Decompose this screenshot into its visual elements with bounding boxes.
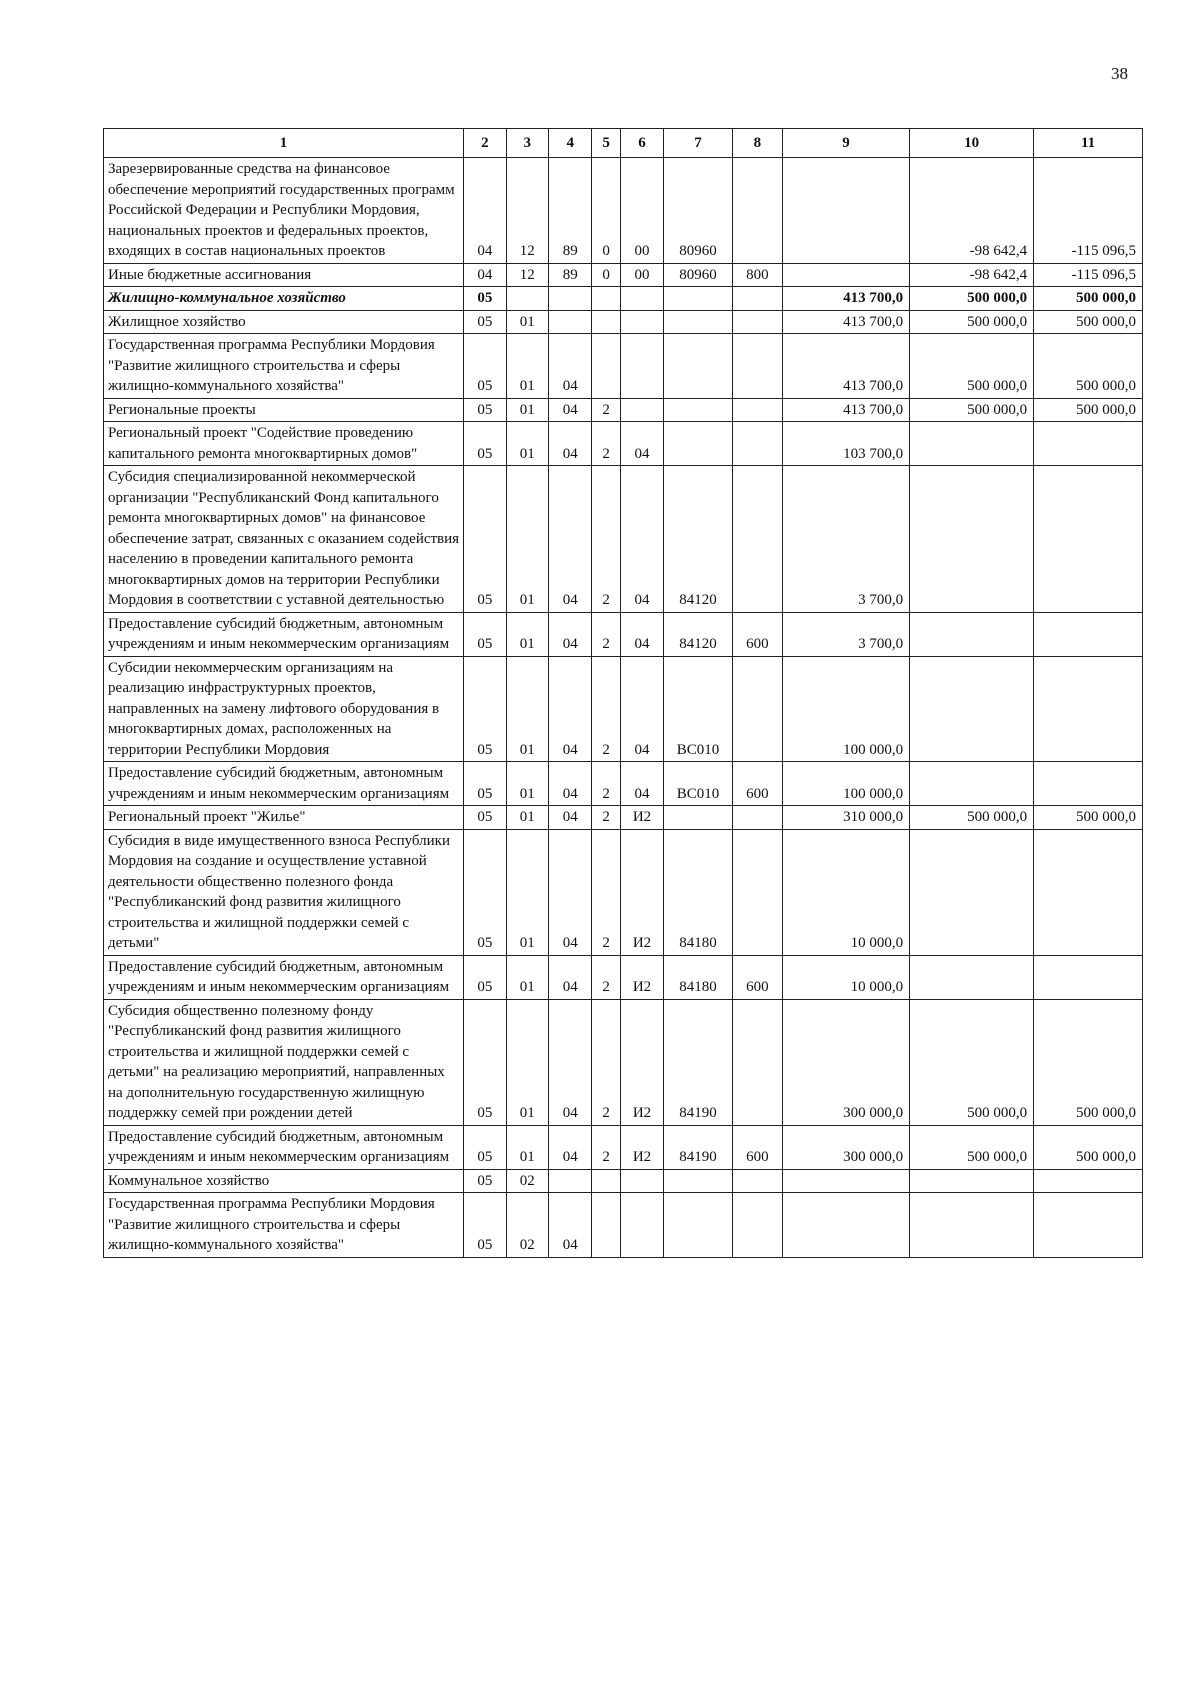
- subsection-code-cell: 02: [506, 1193, 548, 1258]
- project-code-cell: 00: [620, 158, 664, 264]
- header-cell: 11: [1034, 129, 1143, 158]
- section-code-cell: 05: [464, 334, 506, 399]
- section-code-cell: 05: [464, 612, 506, 656]
- section-code-cell: 05: [464, 762, 506, 806]
- type-code-cell: [592, 1193, 620, 1258]
- expense-type-cell: [732, 334, 782, 399]
- expense-type-cell: [732, 158, 782, 264]
- program-code-cell: 04: [548, 656, 592, 762]
- amount-col9-cell: 300 000,0: [782, 1125, 909, 1169]
- project-code-cell: [620, 287, 664, 311]
- subsection-code-cell: 01: [506, 955, 548, 999]
- project-code-cell: 04: [620, 612, 664, 656]
- header-cell: 7: [664, 129, 733, 158]
- type-code-cell: [592, 287, 620, 311]
- amount-col11-cell: 500 000,0: [1034, 1125, 1143, 1169]
- amount-col11-cell: 500 000,0: [1034, 999, 1143, 1125]
- section-code-cell: 05: [464, 422, 506, 466]
- subsection-code-cell: 01: [506, 334, 548, 399]
- amount-col11-cell: 500 000,0: [1034, 334, 1143, 399]
- amount-col10-cell: 500 000,0: [910, 398, 1034, 422]
- program-code-cell: 04: [548, 422, 592, 466]
- row-name-cell: Предоставление субсидий бюджетным, автономным учреждениям и иным некоммерческим организациям: [104, 612, 464, 656]
- expense-type-cell: [732, 1169, 782, 1193]
- header-cell: 8: [732, 129, 782, 158]
- subsection-code-cell: 01: [506, 398, 548, 422]
- amount-col10-cell: [910, 612, 1034, 656]
- table-row: [104, 1169, 1143, 1193]
- row-name-cell: Государственная программа Республики Мордовия "Развитие жилищного строительства и сферы жилищно-коммунального хозяйства": [104, 1193, 464, 1258]
- amount-col10-cell: [910, 466, 1034, 613]
- type-code-cell: 2: [592, 762, 620, 806]
- amount-col10-cell: 500 000,0: [910, 334, 1034, 399]
- direction-code-cell: [664, 287, 733, 311]
- expense-type-cell: [732, 422, 782, 466]
- amount-col10-cell: [910, 1169, 1034, 1193]
- table-row: [104, 955, 1143, 999]
- header-cell: 4: [548, 129, 592, 158]
- amount-col10-cell: [910, 829, 1034, 955]
- project-code-cell: 04: [620, 466, 664, 613]
- table-row: [104, 334, 1143, 399]
- table-row: [104, 422, 1143, 466]
- amount-col10-cell: 500 000,0: [910, 806, 1034, 830]
- project-code-cell: [620, 398, 664, 422]
- row-name-cell: Субсидия в виде имущественного взноса Республики Мордовия на создание и осуществление уставной деятельности общественно полезного фонда "Республиканский фонд развития жилищного строительства и жилищной поддержки семей с детьми": [104, 829, 464, 955]
- project-code-cell: И2: [620, 999, 664, 1125]
- row-name-cell: Предоставление субсидий бюджетным, автономным учреждениям и иным некоммерческим организациям: [104, 762, 464, 806]
- subsection-code-cell: 01: [506, 612, 548, 656]
- subsection-code-cell: 12: [506, 158, 548, 264]
- program-code-cell: 04: [548, 806, 592, 830]
- table-row: [104, 1193, 1143, 1258]
- section-code-cell: 05: [464, 955, 506, 999]
- direction-code-cell: 84120: [664, 612, 733, 656]
- project-code-cell: И2: [620, 955, 664, 999]
- type-code-cell: 2: [592, 955, 620, 999]
- amount-col10-cell: [910, 656, 1034, 762]
- amount-col9-cell: 300 000,0: [782, 999, 909, 1125]
- subsection-code-cell: 12: [506, 263, 548, 287]
- expense-type-cell: 600: [732, 762, 782, 806]
- section-code-cell: 05: [464, 999, 506, 1125]
- type-code-cell: 2: [592, 422, 620, 466]
- direction-code-cell: 84120: [664, 466, 733, 613]
- program-code-cell: 04: [548, 1125, 592, 1169]
- amount-col10-cell: 500 000,0: [910, 310, 1034, 334]
- amount-col10-cell: -98 642,4: [910, 263, 1034, 287]
- row-name-cell: Региональный проект "Жилье": [104, 806, 464, 830]
- subsection-code-cell: 01: [506, 310, 548, 334]
- amount-col9-cell: 103 700,0: [782, 422, 909, 466]
- section-code-cell: 05: [464, 1169, 506, 1193]
- project-code-cell: 04: [620, 656, 664, 762]
- program-code-cell: 89: [548, 263, 592, 287]
- type-code-cell: 0: [592, 263, 620, 287]
- project-code-cell: 04: [620, 422, 664, 466]
- amount-col11-cell: 500 000,0: [1034, 398, 1143, 422]
- amount-col11-cell: [1034, 466, 1143, 613]
- project-code-cell: И2: [620, 829, 664, 955]
- amount-col11-cell: 500 000,0: [1034, 806, 1143, 830]
- amount-col10-cell: [910, 1193, 1034, 1258]
- amount-col10-cell: [910, 422, 1034, 466]
- amount-col9-cell: 413 700,0: [782, 398, 909, 422]
- program-code-cell: 04: [548, 999, 592, 1125]
- amount-col10-cell: -98 642,4: [910, 158, 1034, 264]
- expense-type-cell: 600: [732, 955, 782, 999]
- expense-type-cell: [732, 398, 782, 422]
- amount-col9-cell: 413 700,0: [782, 287, 909, 311]
- direction-code-cell: [664, 1193, 733, 1258]
- row-name-cell: Жилищно-коммунальное хозяйство: [104, 287, 464, 311]
- type-code-cell: 2: [592, 398, 620, 422]
- amount-col9-cell: 310 000,0: [782, 806, 909, 830]
- program-code-cell: [548, 1169, 592, 1193]
- section-code-cell: 05: [464, 829, 506, 955]
- amount-col11-cell: [1034, 1193, 1143, 1258]
- program-code-cell: [548, 287, 592, 311]
- row-name-cell: Субсидия общественно полезному фонду "Республиканский фонд развития жилищного строительства и жилищной поддержки семей с детьми" на реализацию мероприятий, направленных на дополнительную государственную жилищную поддержку семей при рождении детей: [104, 999, 464, 1125]
- type-code-cell: 2: [592, 656, 620, 762]
- amount-col10-cell: 500 000,0: [910, 1125, 1034, 1169]
- expense-type-cell: [732, 656, 782, 762]
- header-cell: 1: [104, 129, 464, 158]
- subsection-code-cell: 01: [506, 466, 548, 613]
- type-code-cell: [592, 1169, 620, 1193]
- subsection-code-cell: 01: [506, 1125, 548, 1169]
- amount-col9-cell: 413 700,0: [782, 310, 909, 334]
- direction-code-cell: 84180: [664, 955, 733, 999]
- amount-col9-cell: 100 000,0: [782, 762, 909, 806]
- row-name-cell: Иные бюджетные ассигнования: [104, 263, 464, 287]
- program-code-cell: 04: [548, 398, 592, 422]
- direction-code-cell: 84180: [664, 829, 733, 955]
- amount-col11-cell: -115 096,5: [1034, 158, 1143, 264]
- table-row: [104, 806, 1143, 830]
- type-code-cell: 2: [592, 999, 620, 1125]
- section-code-cell: 05: [464, 806, 506, 830]
- subsection-code-cell: 01: [506, 829, 548, 955]
- expense-type-cell: [732, 829, 782, 955]
- amount-col9-cell: 3 700,0: [782, 612, 909, 656]
- amount-col9-cell: 413 700,0: [782, 334, 909, 399]
- project-code-cell: [620, 1169, 664, 1193]
- row-name-cell: Зарезервированные средства на финансовое обеспечение мероприятий государственных программ Российской Федерации и Республики Мордовия, национальных проектов и федеральных проектов, входящих в состав национальных проектов: [104, 158, 464, 264]
- amount-col11-cell: [1034, 762, 1143, 806]
- header-cell: 6: [620, 129, 664, 158]
- section-code-cell: 05: [464, 398, 506, 422]
- section-code-cell: 05: [464, 656, 506, 762]
- type-code-cell: 2: [592, 806, 620, 830]
- amount-col9-cell: [782, 1193, 909, 1258]
- expense-type-cell: 800: [732, 263, 782, 287]
- section-code-cell: 04: [464, 263, 506, 287]
- amount-col10-cell: [910, 955, 1034, 999]
- table-row: [104, 829, 1143, 955]
- amount-col11-cell: -115 096,5: [1034, 263, 1143, 287]
- table-row: [104, 158, 1143, 264]
- expense-type-cell: [732, 310, 782, 334]
- type-code-cell: 0: [592, 158, 620, 264]
- amount-col9-cell: [782, 1169, 909, 1193]
- project-code-cell: И2: [620, 806, 664, 830]
- project-code-cell: И2: [620, 1125, 664, 1169]
- type-code-cell: 2: [592, 1125, 620, 1169]
- direction-code-cell: 84190: [664, 999, 733, 1125]
- section-code-cell: 05: [464, 1193, 506, 1258]
- project-code-cell: 04: [620, 762, 664, 806]
- amount-col9-cell: [782, 158, 909, 264]
- expense-type-cell: 600: [732, 1125, 782, 1169]
- row-name-cell: Субсидия специализированной некоммерческой организации "Республиканский Фонд капитального ремонта многоквартирных домов" на финансовое обеспечение затрат, связанных с оказанием содействия населению в проведении капитального ремонта многоквартирных домов на территории Республики Мордовия в соответствии с уставной деятельностью: [104, 466, 464, 613]
- amount-col9-cell: [782, 263, 909, 287]
- table-row: [104, 398, 1143, 422]
- amount-col9-cell: 100 000,0: [782, 656, 909, 762]
- direction-code-cell: 84190: [664, 1125, 733, 1169]
- section-code-cell: 05: [464, 310, 506, 334]
- type-code-cell: 2: [592, 829, 620, 955]
- table-row: [104, 999, 1143, 1125]
- expense-type-cell: [732, 287, 782, 311]
- table-row: [104, 612, 1143, 656]
- direction-code-cell: ВС010: [664, 656, 733, 762]
- header-cell: 3: [506, 129, 548, 158]
- subsection-code-cell: 01: [506, 422, 548, 466]
- header-cell: 10: [910, 129, 1034, 158]
- program-code-cell: 04: [548, 612, 592, 656]
- row-name-cell: Коммунальное хозяйство: [104, 1169, 464, 1193]
- section-code-cell: 05: [464, 1125, 506, 1169]
- direction-code-cell: [664, 806, 733, 830]
- program-code-cell: 04: [548, 1193, 592, 1258]
- amount-col11-cell: 500 000,0: [1034, 287, 1143, 311]
- subsection-code-cell: 01: [506, 656, 548, 762]
- amount-col9-cell: 10 000,0: [782, 955, 909, 999]
- header-cell: 9: [782, 129, 909, 158]
- page-number: 38: [1111, 64, 1128, 83]
- project-code-cell: [620, 334, 664, 399]
- type-code-cell: 2: [592, 612, 620, 656]
- row-name-cell: Предоставление субсидий бюджетным, автономным учреждениям и иным некоммерческим организациям: [104, 955, 464, 999]
- table-row: [104, 1125, 1143, 1169]
- expense-type-cell: [732, 1193, 782, 1258]
- project-code-cell: [620, 1193, 664, 1258]
- row-name-cell: Жилищное хозяйство: [104, 310, 464, 334]
- subsection-code-cell: 01: [506, 999, 548, 1125]
- table-row: [104, 310, 1143, 334]
- expense-type-cell: [732, 999, 782, 1125]
- amount-col11-cell: 500 000,0: [1034, 310, 1143, 334]
- row-name-cell: Региональный проект "Содействие проведению капитального ремонта многоквартирных домов": [104, 422, 464, 466]
- program-code-cell: 04: [548, 466, 592, 613]
- direction-code-cell: ВС010: [664, 762, 733, 806]
- section-code-cell: 05: [464, 466, 506, 613]
- project-code-cell: [620, 310, 664, 334]
- table-body: [104, 158, 1143, 1258]
- amount-col9-cell: 3 700,0: [782, 466, 909, 613]
- amount-col11-cell: [1034, 422, 1143, 466]
- row-name-cell: Предоставление субсидий бюджетным, автономным учреждениям и иным некоммерческим организациям: [104, 1125, 464, 1169]
- amount-col11-cell: [1034, 612, 1143, 656]
- row-name-cell: Субсидии некоммерческим организациям на реализацию инфраструктурных проектов, направленных на замену лифтового оборудования в многоквартирных домах, расположенных на территории Республики Мордовия: [104, 656, 464, 762]
- type-code-cell: 2: [592, 466, 620, 613]
- amount-col11-cell: [1034, 1169, 1143, 1193]
- table-row: [104, 287, 1143, 311]
- table-row: [104, 263, 1143, 287]
- expense-type-cell: [732, 806, 782, 830]
- subsection-code-cell: 01: [506, 806, 548, 830]
- direction-code-cell: [664, 310, 733, 334]
- direction-code-cell: [664, 1169, 733, 1193]
- direction-code-cell: [664, 422, 733, 466]
- project-code-cell: 00: [620, 263, 664, 287]
- direction-code-cell: 80960: [664, 158, 733, 264]
- header-cell: 2: [464, 129, 506, 158]
- program-code-cell: 89: [548, 158, 592, 264]
- budget-table: [103, 128, 1143, 1258]
- expense-type-cell: 600: [732, 612, 782, 656]
- direction-code-cell: 80960: [664, 263, 733, 287]
- row-name-cell: Государственная программа Республики Мордовия "Развитие жилищного строительства и сферы жилищно-коммунального хозяйства": [104, 334, 464, 399]
- subsection-code-cell: 02: [506, 1169, 548, 1193]
- amount-col9-cell: 10 000,0: [782, 829, 909, 955]
- direction-code-cell: [664, 398, 733, 422]
- program-code-cell: 04: [548, 762, 592, 806]
- program-code-cell: 04: [548, 334, 592, 399]
- amount-col10-cell: 500 000,0: [910, 287, 1034, 311]
- table-row: [104, 762, 1143, 806]
- type-code-cell: [592, 334, 620, 399]
- amount-col10-cell: 500 000,0: [910, 999, 1034, 1125]
- expense-type-cell: [732, 466, 782, 613]
- amount-col11-cell: [1034, 829, 1143, 955]
- amount-col10-cell: [910, 762, 1034, 806]
- program-code-cell: 04: [548, 955, 592, 999]
- type-code-cell: [592, 310, 620, 334]
- section-code-cell: 05: [464, 287, 506, 311]
- amount-col11-cell: [1034, 955, 1143, 999]
- program-code-cell: [548, 310, 592, 334]
- section-code-cell: 04: [464, 158, 506, 264]
- table-row: [104, 656, 1143, 762]
- subsection-code-cell: [506, 287, 548, 311]
- row-name-cell: Региональные проекты: [104, 398, 464, 422]
- amount-col11-cell: [1034, 656, 1143, 762]
- header-cell: 5: [592, 129, 620, 158]
- table-header-row: [104, 129, 1143, 158]
- table-row: [104, 466, 1143, 613]
- direction-code-cell: [664, 334, 733, 399]
- subsection-code-cell: 01: [506, 762, 548, 806]
- program-code-cell: 04: [548, 829, 592, 955]
